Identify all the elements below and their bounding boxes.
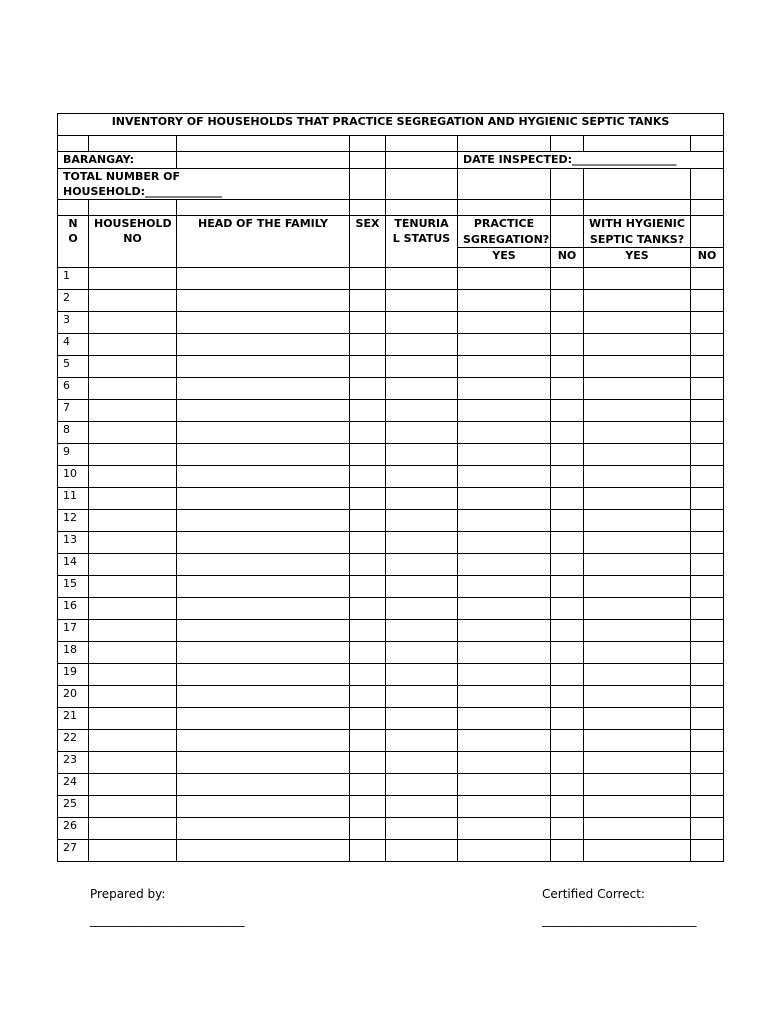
- table-cell[interactable]: [458, 488, 551, 510]
- table-cell[interactable]: [551, 752, 584, 774]
- table-cell[interactable]: [89, 422, 177, 444]
- row-number: 13: [58, 532, 89, 554]
- table-cell[interactable]: [584, 642, 691, 664]
- table-cell[interactable]: [584, 532, 691, 554]
- table-cell[interactable]: [386, 268, 458, 290]
- table-cell[interactable]: [584, 752, 691, 774]
- table-cell[interactable]: [386, 840, 458, 862]
- table-cell[interactable]: [177, 400, 350, 422]
- col-no-header: N O: [58, 216, 89, 268]
- table-cell[interactable]: [89, 576, 177, 598]
- table-cell[interactable]: [551, 466, 584, 488]
- table-cell[interactable]: [89, 796, 177, 818]
- table-cell[interactable]: [177, 268, 350, 290]
- table-cell[interactable]: [386, 356, 458, 378]
- table-row: [58, 290, 724, 312]
- barangay-input-cell[interactable]: [177, 152, 350, 169]
- table-row: [58, 400, 724, 422]
- table-cell[interactable]: [177, 620, 350, 642]
- table-row: [58, 818, 724, 840]
- table-cell[interactable]: [89, 290, 177, 312]
- table-cell[interactable]: [458, 774, 551, 796]
- table-cell[interactable]: [386, 312, 458, 334]
- table-cell[interactable]: [350, 422, 386, 444]
- table-cell[interactable]: [691, 510, 724, 532]
- table-row: [58, 554, 724, 576]
- table-row: [58, 708, 724, 730]
- table-cell[interactable]: [551, 356, 584, 378]
- table-cell[interactable]: [177, 774, 350, 796]
- table-cell[interactable]: [458, 400, 551, 422]
- table-cell[interactable]: [551, 576, 584, 598]
- table-cell[interactable]: [350, 598, 386, 620]
- table-cell[interactable]: [350, 554, 386, 576]
- table-cell[interactable]: [350, 708, 386, 730]
- table-cell[interactable]: [551, 312, 584, 334]
- table-cell[interactable]: [89, 730, 177, 752]
- col-household-header: HOUSEHOLD NO: [89, 216, 177, 268]
- row-number: 4: [58, 334, 89, 356]
- table-cell[interactable]: [386, 664, 458, 686]
- table-cell[interactable]: [584, 378, 691, 400]
- table-cell[interactable]: [691, 840, 724, 862]
- table-cell[interactable]: [691, 422, 724, 444]
- table-cell[interactable]: [350, 532, 386, 554]
- row-number: 23: [58, 752, 89, 774]
- table-cell[interactable]: [458, 268, 551, 290]
- table-cell[interactable]: [691, 642, 724, 664]
- table-cell[interactable]: [691, 444, 724, 466]
- table-cell[interactable]: [177, 664, 350, 686]
- table-row: [58, 664, 724, 686]
- col-segregation-header-1: PRACTICE: [458, 216, 551, 232]
- table-cell[interactable]: [458, 752, 551, 774]
- table-cell[interactable]: [386, 752, 458, 774]
- table-cell[interactable]: [89, 818, 177, 840]
- prepared-by-label: Prepared by:: [90, 887, 166, 901]
- table-cell[interactable]: [584, 730, 691, 752]
- table-cell[interactable]: [89, 378, 177, 400]
- table-row: [58, 312, 724, 334]
- table-row: [58, 774, 724, 796]
- table-cell[interactable]: [551, 620, 584, 642]
- table-cell[interactable]: [551, 510, 584, 532]
- table-row: [58, 642, 724, 664]
- table-cell[interactable]: [551, 708, 584, 730]
- certified-correct-label: Certified Correct:: [542, 887, 645, 901]
- table-cell[interactable]: [350, 466, 386, 488]
- table-cell[interactable]: [458, 356, 551, 378]
- table-cell[interactable]: [691, 334, 724, 356]
- table-cell[interactable]: [458, 532, 551, 554]
- table-cell[interactable]: [691, 730, 724, 752]
- table-cell[interactable]: [177, 488, 350, 510]
- table-cell[interactable]: [350, 488, 386, 510]
- table-cell[interactable]: [551, 664, 584, 686]
- table-cell[interactable]: [458, 708, 551, 730]
- table-cell[interactable]: [89, 664, 177, 686]
- row-number: 21: [58, 708, 89, 730]
- date-inspected-field[interactable]: DATE INSPECTED:___________________: [458, 152, 724, 169]
- table-cell[interactable]: [458, 840, 551, 862]
- col-tenurial-header: TENURIA L STATUS: [386, 216, 458, 268]
- table-cell[interactable]: [551, 422, 584, 444]
- table-cell[interactable]: [584, 664, 691, 686]
- table-cell[interactable]: [458, 796, 551, 818]
- table-cell[interactable]: [691, 686, 724, 708]
- table-cell[interactable]: [386, 444, 458, 466]
- col-segregation-yes: YES: [458, 248, 551, 268]
- table-cell[interactable]: [458, 642, 551, 664]
- row-number: 14: [58, 554, 89, 576]
- table-cell[interactable]: [691, 664, 724, 686]
- row-number: 1: [58, 268, 89, 290]
- table-cell[interactable]: [551, 268, 584, 290]
- table-cell[interactable]: [584, 708, 691, 730]
- table-row: [58, 576, 724, 598]
- table-cell[interactable]: [458, 334, 551, 356]
- table-cell[interactable]: [177, 356, 350, 378]
- table-cell[interactable]: [177, 840, 350, 862]
- table-cell[interactable]: [691, 598, 724, 620]
- table-cell[interactable]: [584, 576, 691, 598]
- table-cell[interactable]: [458, 290, 551, 312]
- table-cell[interactable]: [584, 488, 691, 510]
- row-number: 17: [58, 620, 89, 642]
- table-cell[interactable]: [458, 466, 551, 488]
- table-cell[interactable]: [386, 730, 458, 752]
- table-cell[interactable]: [177, 554, 350, 576]
- table-cell[interactable]: [89, 532, 177, 554]
- table-cell[interactable]: [350, 510, 386, 532]
- table-cell[interactable]: [177, 290, 350, 312]
- table-row: [58, 466, 724, 488]
- table-cell[interactable]: [551, 488, 584, 510]
- table-cell[interactable]: [386, 598, 458, 620]
- table-cell[interactable]: [551, 796, 584, 818]
- prepared-by-signature-line[interactable]: ____________________________: [90, 913, 244, 927]
- table-row: [58, 422, 724, 444]
- table-cell[interactable]: [177, 796, 350, 818]
- form-title: INVENTORY OF HOUSEHOLDS THAT PRACTICE SEGREGATION AND HYGIENIC SEPTIC TANKS: [58, 114, 724, 136]
- table-cell[interactable]: [551, 686, 584, 708]
- row-number: 10: [58, 466, 89, 488]
- table-cell[interactable]: [89, 268, 177, 290]
- table-cell[interactable]: [89, 708, 177, 730]
- barangay-label: BARANGAY:: [58, 152, 177, 169]
- table-cell[interactable]: [584, 312, 691, 334]
- table-cell[interactable]: [691, 312, 724, 334]
- table-cell[interactable]: [89, 774, 177, 796]
- certified-correct-signature-line[interactable]: ____________________________: [542, 913, 696, 927]
- table-cell[interactable]: [458, 620, 551, 642]
- row-number: 26: [58, 818, 89, 840]
- table-cell[interactable]: [89, 598, 177, 620]
- col-septic-header-1: WITH HYGIENIC: [584, 216, 691, 232]
- table-cell[interactable]: [551, 444, 584, 466]
- table-cell[interactable]: [386, 290, 458, 312]
- table-cell[interactable]: [551, 378, 584, 400]
- table-cell[interactable]: [89, 334, 177, 356]
- row-number: 12: [58, 510, 89, 532]
- table-cell[interactable]: [458, 554, 551, 576]
- table-cell[interactable]: [691, 268, 724, 290]
- table-cell[interactable]: [584, 774, 691, 796]
- table-cell[interactable]: [177, 422, 350, 444]
- table-cell[interactable]: [551, 774, 584, 796]
- row-number: 2: [58, 290, 89, 312]
- table-cell[interactable]: [177, 510, 350, 532]
- table-cell[interactable]: [691, 708, 724, 730]
- table-cell[interactable]: [584, 422, 691, 444]
- table-cell[interactable]: [386, 422, 458, 444]
- table-cell[interactable]: [350, 444, 386, 466]
- table-cell[interactable]: [386, 378, 458, 400]
- row-number: 15: [58, 576, 89, 598]
- table-cell[interactable]: [89, 752, 177, 774]
- table-row: [58, 598, 724, 620]
- table-cell[interactable]: [584, 598, 691, 620]
- row-number: 8: [58, 422, 89, 444]
- table-cell[interactable]: [386, 532, 458, 554]
- table-cell[interactable]: [177, 334, 350, 356]
- table-cell[interactable]: [691, 378, 724, 400]
- table-cell[interactable]: [458, 686, 551, 708]
- table-cell[interactable]: [350, 730, 386, 752]
- table-cell[interactable]: [177, 752, 350, 774]
- table-cell[interactable]: [691, 532, 724, 554]
- table-cell[interactable]: [350, 576, 386, 598]
- row-number: 22: [58, 730, 89, 752]
- table-cell[interactable]: [89, 466, 177, 488]
- table-cell[interactable]: [458, 598, 551, 620]
- row-number: 20: [58, 686, 89, 708]
- table-cell[interactable]: [551, 818, 584, 840]
- table-cell[interactable]: [177, 686, 350, 708]
- row-number: 11: [58, 488, 89, 510]
- table-cell[interactable]: [350, 774, 386, 796]
- table-cell[interactable]: [177, 312, 350, 334]
- table-row: [58, 334, 724, 356]
- table-row: [58, 620, 724, 642]
- table-cell[interactable]: [177, 378, 350, 400]
- col-septic-yes: YES: [584, 248, 691, 268]
- table-cell[interactable]: [350, 642, 386, 664]
- table-cell[interactable]: [551, 290, 584, 312]
- table-cell[interactable]: [386, 642, 458, 664]
- table-cell[interactable]: [691, 818, 724, 840]
- col-sex-header: SEX: [350, 216, 386, 268]
- col-segregation-no: NO: [551, 248, 584, 268]
- table-cell[interactable]: [350, 620, 386, 642]
- table-cell[interactable]: [89, 356, 177, 378]
- table-cell[interactable]: [350, 334, 386, 356]
- table-cell[interactable]: [89, 400, 177, 422]
- table-cell[interactable]: [584, 840, 691, 862]
- table-cell[interactable]: [386, 400, 458, 422]
- table-cell[interactable]: [350, 818, 386, 840]
- table-cell[interactable]: [551, 730, 584, 752]
- table-row: [58, 730, 724, 752]
- table-cell[interactable]: [177, 730, 350, 752]
- table-cell[interactable]: [584, 356, 691, 378]
- table-row: [58, 752, 724, 774]
- total-households-field[interactable]: TOTAL NUMBER OF HOUSEHOLD:______________: [58, 169, 350, 200]
- table-cell[interactable]: [584, 290, 691, 312]
- table-cell[interactable]: [691, 620, 724, 642]
- table-cell[interactable]: [386, 510, 458, 532]
- table-cell[interactable]: [458, 664, 551, 686]
- table-cell[interactable]: [691, 466, 724, 488]
- table-cell[interactable]: [350, 400, 386, 422]
- table-cell[interactable]: [691, 796, 724, 818]
- table-cell[interactable]: [584, 268, 691, 290]
- table-cell[interactable]: [177, 576, 350, 598]
- table-row: [58, 510, 724, 532]
- table-cell[interactable]: [177, 818, 350, 840]
- table-cell[interactable]: [386, 708, 458, 730]
- table-row: [58, 488, 724, 510]
- table-cell[interactable]: [89, 312, 177, 334]
- table-cell[interactable]: [584, 510, 691, 532]
- table-cell[interactable]: [691, 400, 724, 422]
- table-cell[interactable]: [551, 554, 584, 576]
- table-cell[interactable]: [458, 730, 551, 752]
- table-cell[interactable]: [386, 334, 458, 356]
- table-cell[interactable]: [177, 532, 350, 554]
- table-cell[interactable]: [89, 554, 177, 576]
- table-cell[interactable]: [691, 752, 724, 774]
- table-cell[interactable]: [584, 334, 691, 356]
- row-number: 27: [58, 840, 89, 862]
- table-cell[interactable]: [89, 620, 177, 642]
- table-cell[interactable]: [584, 620, 691, 642]
- table-cell[interactable]: [386, 818, 458, 840]
- table-cell[interactable]: [691, 488, 724, 510]
- row-number: 6: [58, 378, 89, 400]
- table-cell[interactable]: [386, 466, 458, 488]
- table-row: [58, 378, 724, 400]
- table-cell[interactable]: [386, 686, 458, 708]
- table-row: [58, 444, 724, 466]
- row-number: 5: [58, 356, 89, 378]
- table-cell[interactable]: [350, 796, 386, 818]
- table-cell[interactable]: [177, 466, 350, 488]
- inventory-table: [57, 113, 724, 862]
- table-cell[interactable]: [458, 444, 551, 466]
- table-cell[interactable]: [551, 598, 584, 620]
- table-cell[interactable]: [458, 576, 551, 598]
- table-cell[interactable]: [177, 598, 350, 620]
- col-septic-no: NO: [691, 248, 724, 268]
- table-cell[interactable]: [89, 488, 177, 510]
- table-cell[interactable]: [386, 796, 458, 818]
- table-cell[interactable]: [691, 290, 724, 312]
- table-cell[interactable]: [584, 444, 691, 466]
- table-cell[interactable]: [89, 642, 177, 664]
- table-cell[interactable]: [386, 774, 458, 796]
- col-segregation-header-2: SGREGATION?: [458, 232, 551, 248]
- table-cell[interactable]: [551, 840, 584, 862]
- table-cell[interactable]: [691, 554, 724, 576]
- table-cell[interactable]: [386, 620, 458, 642]
- row-number: 7: [58, 400, 89, 422]
- table-row: [58, 796, 724, 818]
- col-head-header: HEAD OF THE FAMILY: [177, 216, 350, 268]
- table-cell[interactable]: [89, 840, 177, 862]
- table-cell[interactable]: [584, 466, 691, 488]
- table-cell[interactable]: [386, 554, 458, 576]
- table-cell[interactable]: [691, 774, 724, 796]
- table-cell[interactable]: [350, 356, 386, 378]
- table-cell[interactable]: [177, 642, 350, 664]
- table-cell[interactable]: [584, 554, 691, 576]
- table-cell[interactable]: [551, 334, 584, 356]
- col-septic-header-2: SEPTIC TANKS?: [584, 232, 691, 248]
- table-cell[interactable]: [350, 268, 386, 290]
- row-number: 3: [58, 312, 89, 334]
- table-row: [58, 840, 724, 862]
- table-cell[interactable]: [458, 378, 551, 400]
- table-cell[interactable]: [177, 444, 350, 466]
- table-cell[interactable]: [350, 664, 386, 686]
- table-cell[interactable]: [458, 818, 551, 840]
- table-cell[interactable]: [691, 356, 724, 378]
- table-cell[interactable]: [350, 312, 386, 334]
- table-row: [58, 268, 724, 290]
- row-number: 25: [58, 796, 89, 818]
- table-cell[interactable]: [386, 488, 458, 510]
- table-cell[interactable]: [458, 422, 551, 444]
- row-number: 19: [58, 664, 89, 686]
- table-row: [58, 356, 724, 378]
- table-row: [58, 686, 724, 708]
- table-cell[interactable]: [584, 818, 691, 840]
- table-cell[interactable]: [350, 378, 386, 400]
- row-number: 18: [58, 642, 89, 664]
- table-cell[interactable]: [350, 686, 386, 708]
- table-cell[interactable]: [551, 642, 584, 664]
- table-cell[interactable]: [350, 840, 386, 862]
- row-number: 24: [58, 774, 89, 796]
- table-cell[interactable]: [350, 752, 386, 774]
- table-cell[interactable]: [691, 576, 724, 598]
- table-cell[interactable]: [89, 686, 177, 708]
- table-cell[interactable]: [89, 510, 177, 532]
- table-cell[interactable]: [584, 796, 691, 818]
- table-cell[interactable]: [177, 708, 350, 730]
- table-cell[interactable]: [458, 312, 551, 334]
- table-cell[interactable]: [584, 686, 691, 708]
- table-cell[interactable]: [551, 532, 584, 554]
- table-cell[interactable]: [386, 576, 458, 598]
- table-cell[interactable]: [350, 290, 386, 312]
- table-cell[interactable]: [584, 400, 691, 422]
- table-row: [58, 532, 724, 554]
- table-cell[interactable]: [89, 444, 177, 466]
- row-number: 9: [58, 444, 89, 466]
- row-number: 16: [58, 598, 89, 620]
- table-cell[interactable]: [551, 400, 584, 422]
- table-cell[interactable]: [458, 510, 551, 532]
